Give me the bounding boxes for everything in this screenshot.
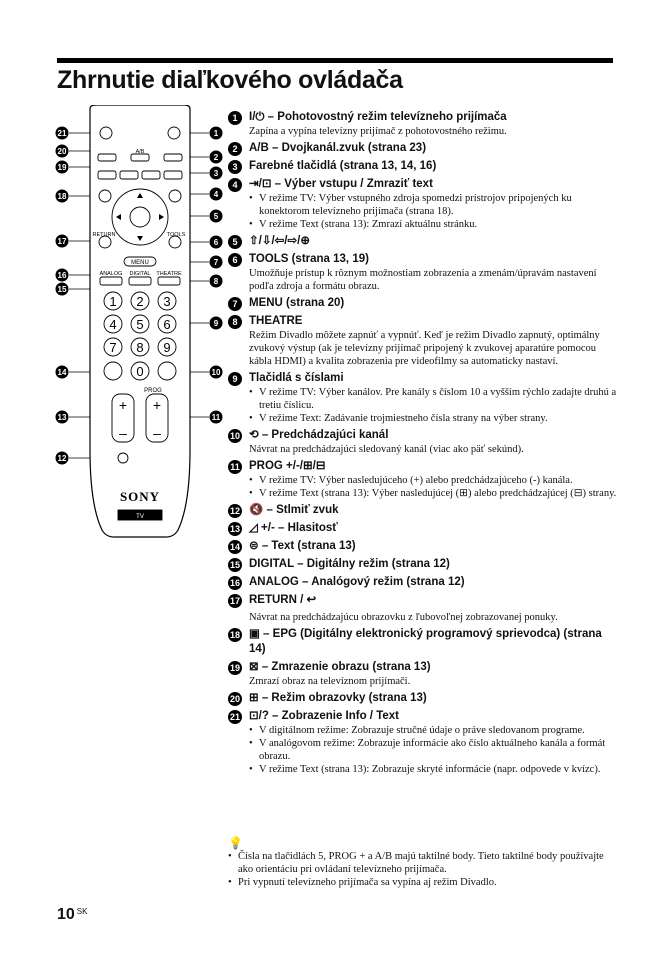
- callout-6: [210, 236, 223, 249]
- item-heading: ANALOG – Analógový režim (strana 12): [249, 576, 465, 588]
- callout-1: [210, 127, 223, 140]
- item-number-badge: 13: [229, 524, 240, 534]
- svg-text:3: 3: [163, 294, 171, 309]
- item-21: [228, 709, 618, 776]
- remote-return-label: RETURN: [92, 232, 116, 238]
- item-list: [228, 110, 618, 779]
- callout-8: [210, 275, 223, 288]
- svg-text:11: 11: [211, 413, 221, 422]
- svg-text:7: 7: [109, 340, 117, 355]
- item-description: Umožňuje prístup k rôznym možnostiam zobrazenia a zmenám/úpravám nastavení podľa zdroja a formátu obrazu.: [249, 268, 597, 292]
- remote-svg: [50, 105, 230, 545]
- svg-text:8: 8: [213, 277, 219, 286]
- svg-text:21: 21: [57, 129, 67, 138]
- tip-line: • Pri vypnutí televízneho prijímača sa vypína aj režim Divadlo.: [228, 876, 618, 889]
- item-number-badge: 4: [228, 178, 242, 192]
- item-heading: Farebné tlačidlá (strana 13, 14, 16): [249, 160, 437, 172]
- item-number-badge: 10: [229, 431, 240, 441]
- item-number-badge: 6: [228, 253, 242, 267]
- svg-text:4: 4: [213, 190, 219, 199]
- remote-illustration: [50, 105, 230, 545]
- item-number-badge: 15: [229, 560, 240, 570]
- item-11: [228, 459, 618, 500]
- tip-line: • Čísla na tlačidlách 5, PROG + a A/B majú taktilné body. Tieto taktilné body používajte ako orientáciu pri ovládaní televízneho prijímača.: [228, 850, 618, 876]
- svg-text:6: 6: [163, 317, 171, 332]
- callout-14: [56, 366, 69, 379]
- svg-text:5: 5: [136, 317, 144, 332]
- svg-text:2: 2: [213, 153, 219, 162]
- item-5: [228, 234, 618, 249]
- item-bullet: • V režime TV: Výber nasledujúceho (+) alebo predchádzajúceho (-) kanála.: [249, 474, 618, 487]
- svg-text:6: 6: [213, 238, 219, 247]
- item-18: [228, 627, 618, 657]
- item-heading: DIGITAL – Digitálny režim (strana 12): [249, 558, 450, 570]
- item-15: [228, 557, 618, 572]
- svg-text:–: –: [119, 425, 127, 441]
- tips-section: [228, 836, 618, 889]
- svg-text:20: 20: [57, 147, 67, 156]
- item-6: [228, 252, 618, 293]
- item-number-badge: 5: [228, 235, 242, 249]
- item-bullet: • V digitálnom režime: Zobrazuje stručné údaje o práve sledovanom programe.: [249, 724, 618, 737]
- item-heading: RETURN / ↩: [249, 594, 317, 606]
- item-4: [228, 177, 618, 231]
- item-heading: THEATRE: [249, 315, 303, 327]
- item-number-badge: 18: [229, 630, 240, 640]
- callout-11: [210, 411, 223, 424]
- item-2: [228, 141, 618, 156]
- callout-5: [210, 210, 223, 223]
- svg-text:9: 9: [163, 340, 171, 355]
- callout-10: [210, 366, 223, 379]
- item-number-badge: 2: [228, 142, 242, 156]
- remote-digital-label: DIGITAL: [129, 271, 151, 277]
- svg-text:+: +: [118, 397, 128, 413]
- svg-text:7: 7: [213, 258, 219, 267]
- item-16: [228, 575, 618, 590]
- svg-text:1: 1: [109, 294, 117, 309]
- item-description: Zapína a vypína televízny prijímač z pohotovostného režimu.: [249, 126, 507, 137]
- callout-2: [210, 151, 223, 164]
- item-14: [228, 539, 618, 554]
- item-20: [228, 691, 618, 706]
- item-13: [228, 521, 618, 536]
- remote-menu-label: MENU: [131, 260, 149, 266]
- remote-brand: SONY: [119, 489, 161, 504]
- svg-text:15: 15: [57, 285, 67, 294]
- item-heading: ⟲ – Predchádzajúci kanál: [249, 429, 389, 441]
- remote-tv-label: TV: [136, 514, 144, 520]
- svg-text:13: 13: [57, 413, 67, 422]
- item-bullet: • V režime Text (strana 13): Zmrazí aktuálnu stránku.: [249, 218, 618, 231]
- page-title: Zhrnutie diaľkového ovládača: [57, 66, 403, 94]
- svg-text:0: 0: [136, 364, 144, 379]
- svg-text:14: 14: [57, 368, 67, 377]
- callout-21: [56, 127, 69, 140]
- item-10: [228, 428, 618, 456]
- remote-prog-label: PROG: [144, 388, 162, 394]
- svg-text:2: 2: [136, 294, 144, 309]
- item-heading: ⇥/⊡ – Výber vstupu / Zmraziť text: [249, 178, 433, 190]
- svg-text:+: +: [152, 397, 162, 413]
- remote-ab-label: A/B: [135, 149, 145, 155]
- svg-text:–: –: [153, 425, 161, 441]
- item-bullet: • V režime Text (strana 13): Zobrazuje skryté informácie (napr. odpovede v kvízc).: [249, 763, 618, 776]
- item-number-badge: 3: [228, 160, 242, 174]
- callout-13: [56, 411, 69, 424]
- item-number-badge: 19: [229, 663, 240, 673]
- svg-text:16: 16: [57, 271, 67, 280]
- item-number-badge: 8: [228, 315, 242, 329]
- item-heading: 🔇 – Stlmiť zvuk: [249, 504, 339, 516]
- item-heading: ⊠ – Zmrazenie obrazu (strana 13): [249, 661, 431, 673]
- item-number-badge: 7: [228, 297, 242, 311]
- callout-3: [210, 167, 223, 180]
- callout-9: [210, 317, 223, 330]
- item-heading: TOOLS (strana 13, 19): [249, 253, 369, 265]
- page-number: 10 $^{SK}$: [57, 906, 88, 923]
- svg-text:9: 9: [213, 319, 219, 328]
- item-number-badge: 11: [228, 460, 242, 474]
- callout-12: [56, 452, 69, 465]
- item-bullet: • V režime TV: Výber vstupného zdroja spomedzi prístrojov pripojených ku konektorom televízneho prijímača (strana 18).: [249, 192, 618, 218]
- svg-text:4: 4: [109, 317, 117, 332]
- tip-lightbulb-icon: 💡: [228, 836, 243, 850]
- item-1: [228, 110, 618, 138]
- svg-text:3: 3: [213, 169, 219, 178]
- item-number-badge: 16: [229, 578, 240, 588]
- svg-text:1: 1: [213, 129, 219, 138]
- svg-text:10: 10: [211, 368, 221, 377]
- item-heading: ⊜ – Text (strana 13): [249, 540, 356, 552]
- item-number-badge: 20: [229, 694, 240, 704]
- item-number-badge: 17: [229, 596, 240, 606]
- svg-text:17: 17: [57, 237, 67, 246]
- callout-19: [56, 161, 69, 174]
- item-8: [228, 314, 618, 368]
- item-description: Návrat na predchádzajúci sledovaný kanál (viac ako päť sekúnd).: [249, 444, 524, 455]
- item-heading: MENU (strana 20): [249, 297, 345, 309]
- item-heading: ⇧/⇩/⇦/⇨/⊕: [249, 235, 310, 247]
- item-3: [228, 159, 618, 174]
- remote-theatre-label: THEATRE: [156, 271, 182, 277]
- callout-16: [56, 269, 69, 282]
- item-12: [228, 503, 618, 518]
- item-17: [228, 593, 618, 608]
- item-heading: ⊞ – Režim obrazovky (strana 13): [249, 692, 427, 704]
- item-9: [228, 371, 618, 425]
- callout-18: [56, 190, 69, 203]
- svg-text:5: 5: [213, 212, 219, 221]
- item-number-badge: 14: [229, 542, 240, 552]
- item-heading: ▣ – EPG (Digitálny elektronický programový sprievodca) (strana 14): [249, 628, 602, 655]
- item-heading: A/B – Dvojkanál.zvuk (strana 23): [249, 142, 427, 154]
- item-17b: [228, 611, 618, 624]
- item-bullet: • V režime Text (strana 13): Výber nasledujúcej (⊞) alebo predchádzajúcej (⊟) strany.: [249, 487, 618, 500]
- remote-tools-label: TOOLS: [166, 232, 186, 238]
- item-description: Návrat na predchádzajúcu obrazovku z ľubovoľnej zobrazovanej ponuky.: [249, 612, 558, 623]
- item-number-badge: 12: [229, 506, 240, 516]
- remote-analog-label: ANALOG: [99, 271, 123, 277]
- callout-4: [210, 188, 223, 201]
- item-7: [228, 296, 618, 311]
- top-rule: [57, 58, 613, 63]
- item-heading: ⊡/? – Zobrazenie Info / Text: [249, 710, 399, 722]
- callout-17: [56, 235, 69, 248]
- callout-20: [56, 145, 69, 158]
- svg-text:18: 18: [57, 192, 67, 201]
- item-bullet: • V režime Text: Zadávanie trojmiestneho čísla strany na výber strany.: [249, 412, 618, 425]
- item-heading: Tlačidlá s číslami: [249, 372, 344, 384]
- svg-text:12: 12: [57, 454, 67, 463]
- item-description: Režim Divadlo môžete zapnúť a vypnúť. Keď je režim Divadlo zapnutý, optimálny zvukový výstup (ak je televízny prijímač pripojený k zvukovej aparatúre pomocou kábla HDMI) a kvalita zobrazenia pre videofilmy sa automaticky nastaví.: [249, 330, 600, 367]
- item-number-badge: 1: [228, 111, 242, 125]
- item-number-badge: 9: [228, 372, 242, 386]
- callout-7: [210, 256, 223, 269]
- svg-text:8: 8: [136, 340, 144, 355]
- item-bullet: • V analógovom režime: Zobrazuje informácie ako číslo aktuálneho kanála a formát obrazu.: [249, 737, 618, 763]
- item-description: Zmrazí obraz na televíznom prijímači.: [249, 676, 411, 687]
- svg-text:19: 19: [57, 163, 67, 172]
- callout-15: [56, 283, 69, 296]
- item-number-badge: 21: [229, 712, 240, 722]
- item-heading: I/⏻ – Pohotovostný režim televízneho prijímača: [249, 111, 507, 123]
- item-heading: PROG +/-/⊞/⊟: [249, 460, 326, 472]
- item-19: [228, 660, 618, 688]
- item-bullet: • V režime TV: Výber kanálov. Pre kanály s číslom 10 a vyšším rýchlo zadajte druhú a tretiu číslicu.: [249, 386, 618, 412]
- item-heading: ◿ +/- – Hlasitosť: [249, 522, 338, 534]
